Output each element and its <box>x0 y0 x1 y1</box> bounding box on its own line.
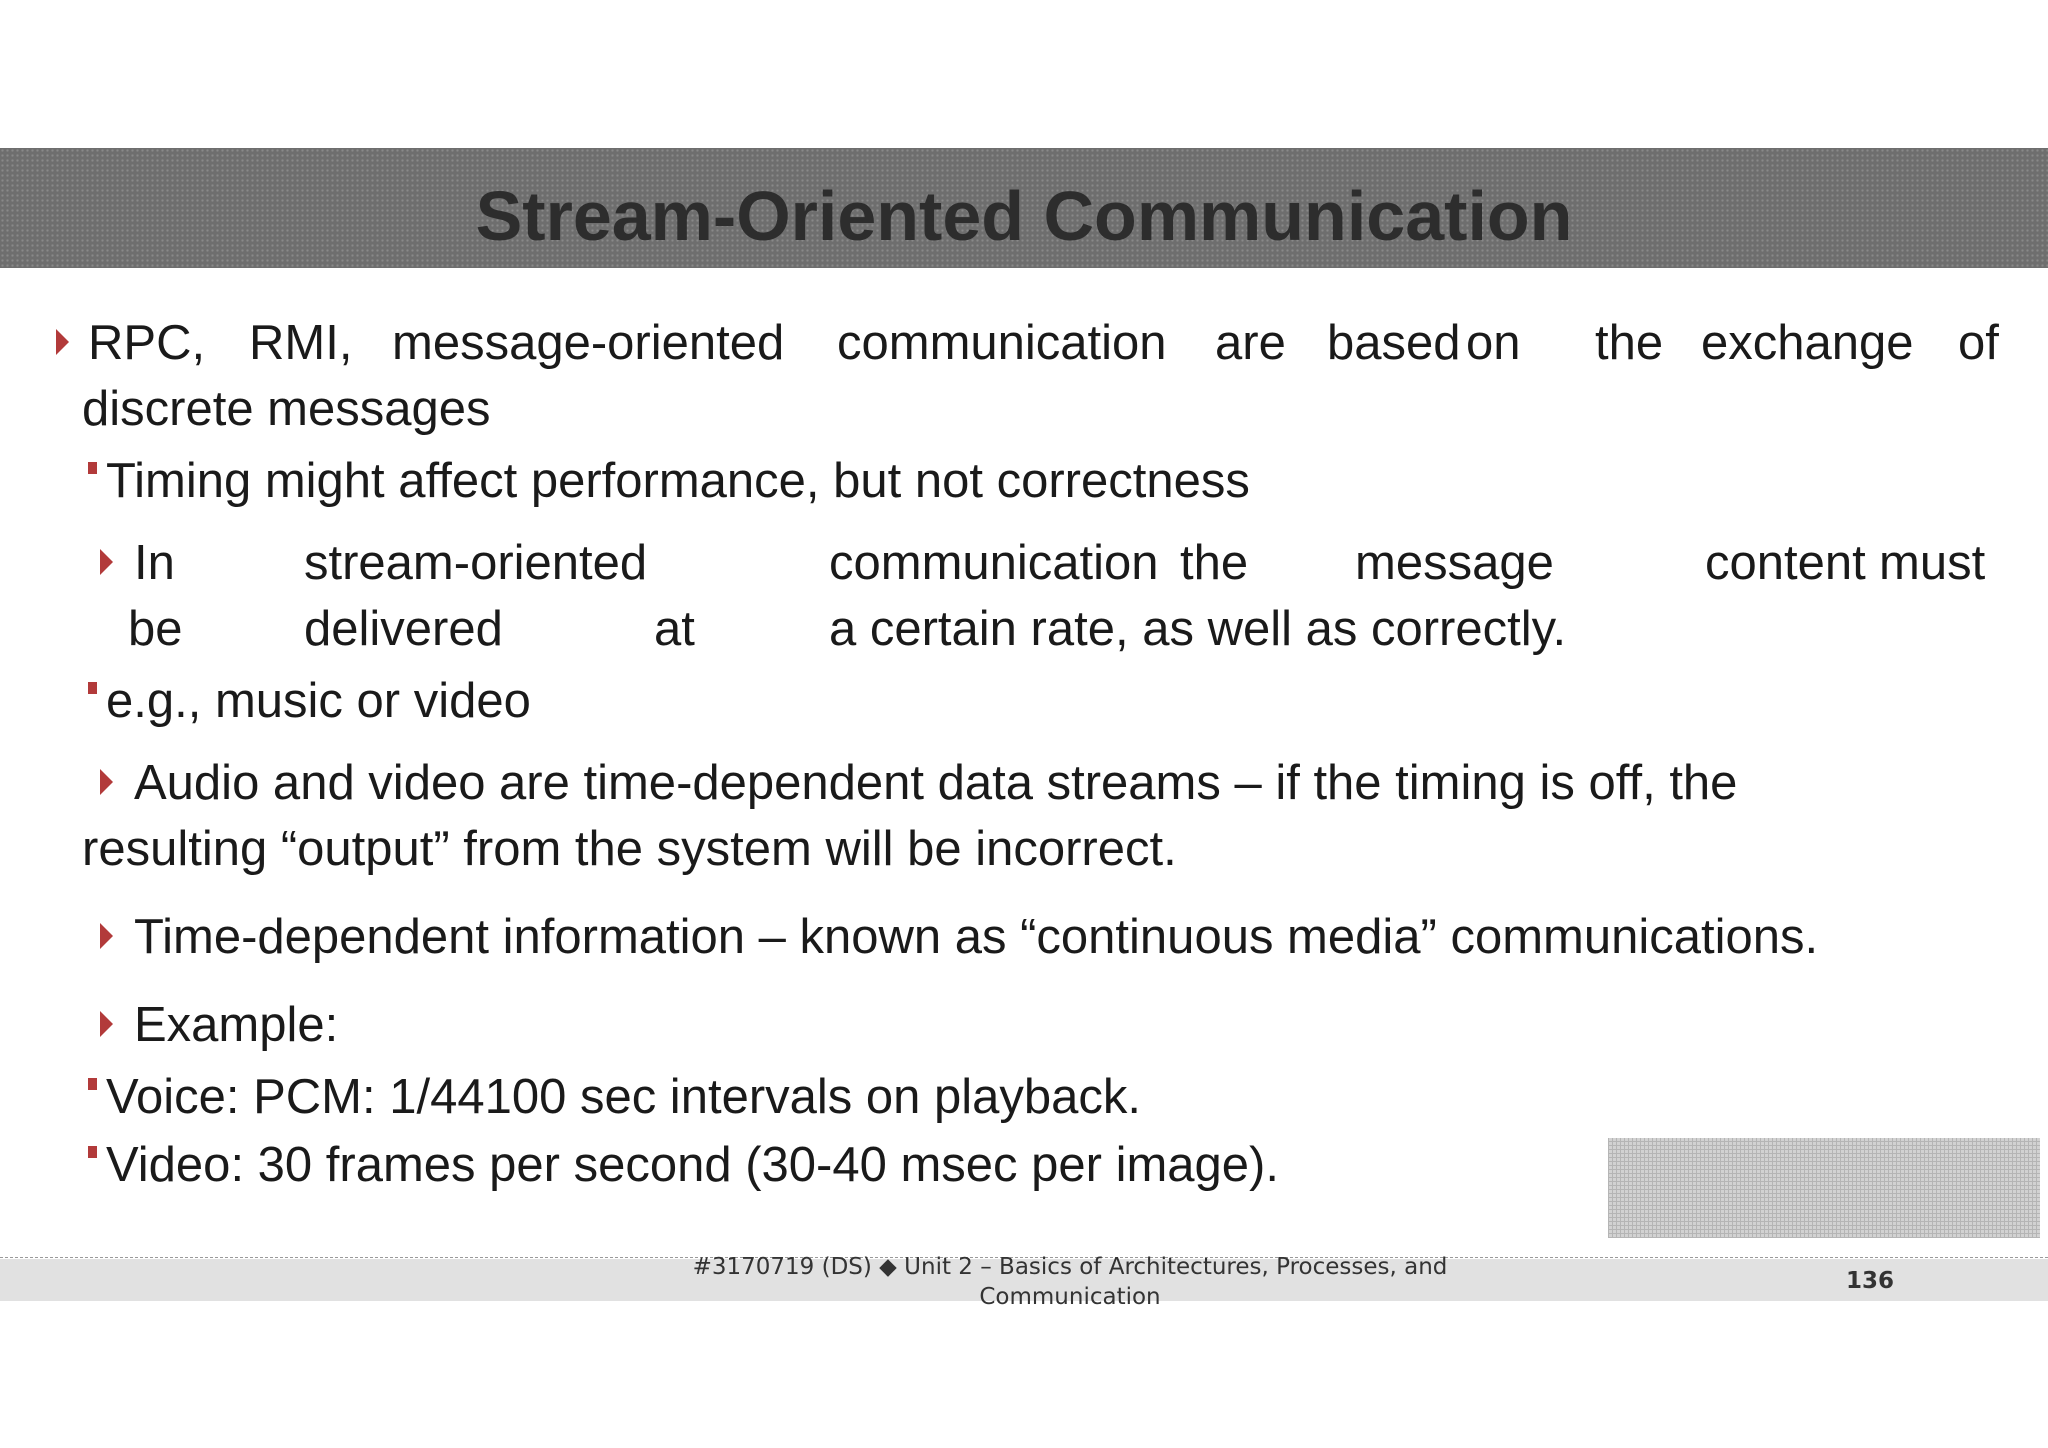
footer-line-1: #3170719 (DS) ◆ Unit 2 – Basics of Architectures, Processes, and <box>692 1254 1448 1280</box>
bullet-3-line-1: Audio and video are time-dependent data streams – if the timing is off, the <box>134 756 1738 810</box>
bullet-2-word: must <box>1879 536 1986 590</box>
bullet-2-word: stream-oriented <box>304 536 648 590</box>
bullet-2-word: In <box>134 536 175 590</box>
sub-bullet-1: Timing might affect performance, but not correctness <box>106 454 1250 508</box>
bullet-5: Example: <box>134 998 339 1052</box>
bullet-1-marker <box>56 314 81 372</box>
logo-image <box>1608 1138 2040 1238</box>
bullet-3-marker <box>100 754 125 812</box>
bullet-1-word: on <box>1466 316 1521 370</box>
bullet-1-word: exchange <box>1701 316 1914 370</box>
bullet-1-word: RPC, <box>88 316 206 370</box>
bullet-2-marker <box>100 534 125 592</box>
bullet-1-word: message-oriented <box>392 316 785 370</box>
arrow-bullet-icon <box>100 923 113 949</box>
page-number: 136 <box>1845 1268 1894 1294</box>
arrow-bullet-icon <box>100 769 113 795</box>
bullet-2-word: delivered <box>304 602 503 656</box>
bullet-1-continuation: discrete messages <box>82 382 491 436</box>
bullet-5-marker <box>100 996 125 1054</box>
bullet-1-word: communication <box>837 316 1167 370</box>
arrow-bullet-icon <box>100 1011 113 1037</box>
arrow-bullet-icon <box>100 549 113 575</box>
bullet-4-marker <box>100 908 125 966</box>
sub-bullet-4: Video: 30 frames per second (30-40 msec per image). <box>106 1138 1279 1192</box>
bullet-1-word: based <box>1327 316 1461 370</box>
arrow-bullet-icon <box>56 329 69 355</box>
bullet-2-word: a certain rate, as well as correctly. <box>829 602 1567 656</box>
sub-bullet-3: Voice: PCM: 1/44100 sec intervals on playback. <box>106 1070 1142 1124</box>
bullet-2-word: the <box>1180 536 1249 590</box>
square-bullet-icon <box>88 1078 97 1090</box>
bullet-1-word: of <box>1958 316 1999 370</box>
sub-bullet-2: e.g., music or video <box>106 674 531 728</box>
square-bullet-icon <box>88 1146 97 1158</box>
bullet-3-line-2: resulting “output” from the system will be incorrect. <box>82 822 1177 876</box>
footer-text <box>660 1252 1480 1312</box>
footer-line-2: Communication <box>979 1284 1161 1310</box>
bullet-2-word: content <box>1705 536 1866 590</box>
bullet-2-word: communication <box>829 536 1159 590</box>
bullet-2-word: be <box>128 602 183 656</box>
slide-title: Stream-Oriented Communication <box>475 177 1573 255</box>
bullet-2-word: message <box>1355 536 1554 590</box>
bullet-1-word: the <box>1595 316 1664 370</box>
square-bullet-icon <box>88 462 97 474</box>
bullet-1-word: are <box>1215 316 1286 370</box>
square-bullet-icon <box>88 682 97 694</box>
bullet-4: Time-dependent information – known as “continuous media” communications. <box>134 910 1819 964</box>
bullet-1-word: RMI, <box>249 316 353 370</box>
bullet-2-word: at <box>654 602 695 656</box>
